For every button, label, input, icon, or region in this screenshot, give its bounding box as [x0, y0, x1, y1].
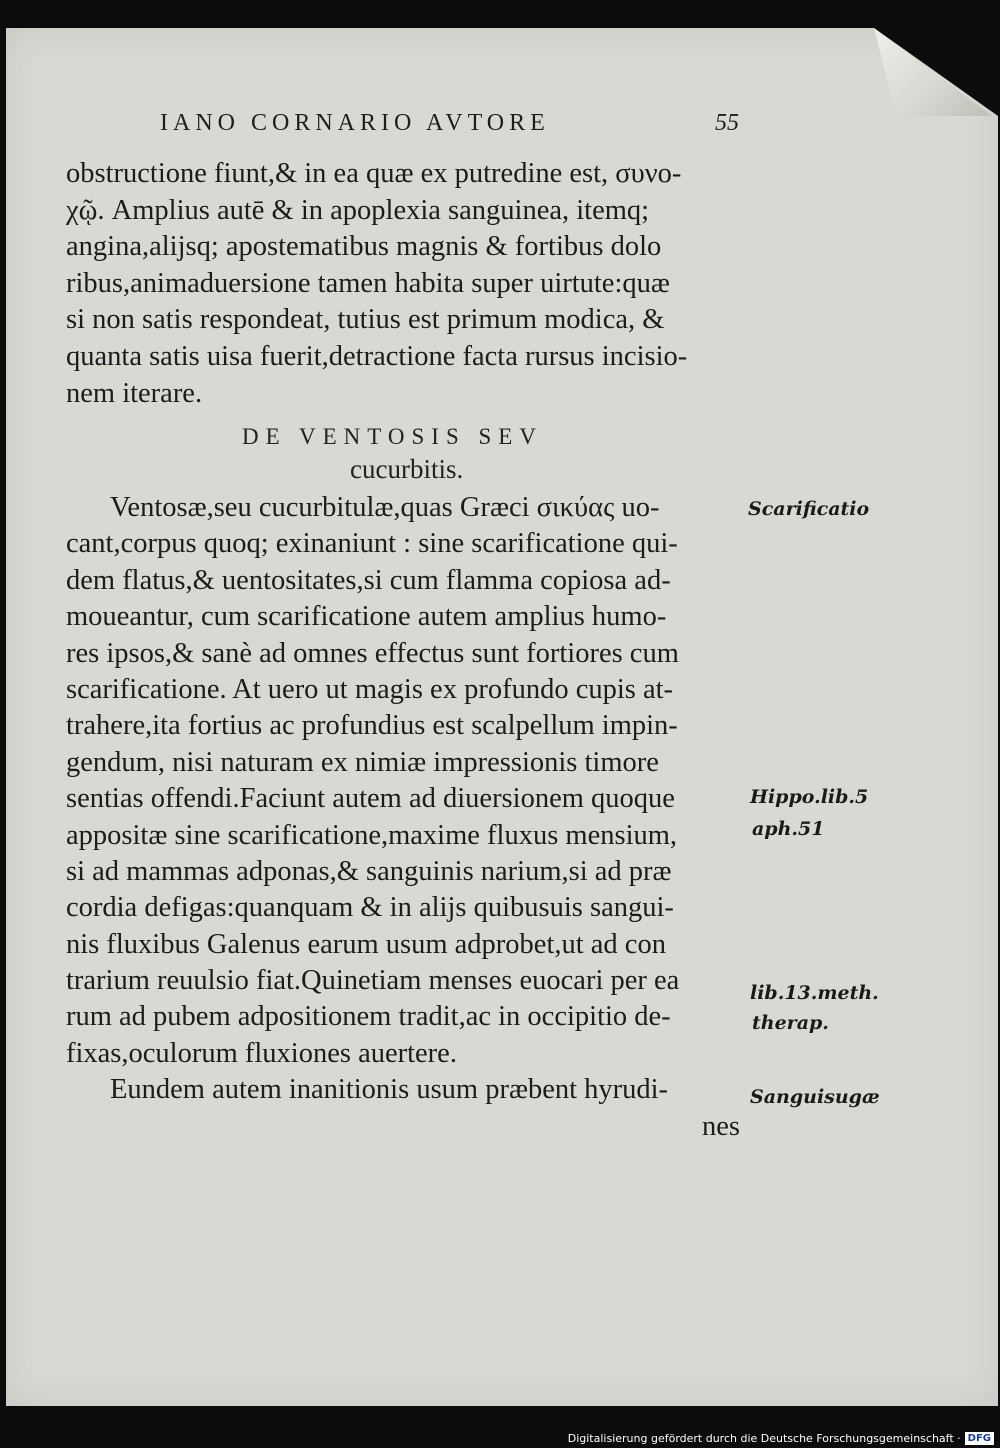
text-line: nis fluxibus Galenus earum usum adprobet,ut ad con [66, 928, 666, 960]
margin-note: Hippo.lib.5 [750, 786, 869, 808]
text-line: obstructione fiunt,& in ea quæ ex putredine est, συνο- [66, 158, 682, 189]
text-line: χῷ. Amplius autē & in apoplexia sanguinea, itemq; [66, 194, 650, 226]
text-line: gendum, nisi naturam ex nimiæ impressionis timore [66, 746, 659, 778]
text-line: trarium reuulsio fiat.Quinetiam menses euocari per ea [66, 965, 680, 997]
text-line: nem iterare. [66, 377, 203, 409]
text-line: rum ad pubem adpositionem tradit,ac in occipitio de- [66, 1001, 671, 1033]
text-line: sentias offendi.Faciunt autem ad diuersionem quoque [66, 783, 675, 815]
running-head: IANO CORNARIO AVTORE [160, 110, 550, 136]
text-block-2 [66, 490, 756, 1145]
text-line: scarificatione. At uero ut magis ex profundo cupis at- [66, 673, 674, 705]
margin-note: Scarificatio [748, 498, 870, 520]
text-line: quanta satis uisa fuerit,detractione facta rursus incisio- [66, 340, 688, 372]
margin-note: Sanguisugæ [750, 1086, 880, 1108]
text-line: ribus,animaduersione tamen habita super uirtute:quæ [66, 267, 670, 299]
margin-note: lib.13.meth. [750, 982, 879, 1004]
page-header [150, 110, 770, 150]
text-line: cordia defigas:quanquam & in alijs quibusuis sangui- [66, 892, 674, 924]
section-heading: DE VENTOSIS SEV [242, 424, 543, 449]
text-line: fixas,oculorum fluxiones auertere. [66, 1037, 457, 1069]
text-line: si ad mammas adponas,& sanguinis narium,si ad præ [66, 855, 672, 887]
text-line: trahere,ita fortius ac profundius est scalpellum impin- [66, 710, 678, 742]
dfg-logo-icon: DFG [965, 1432, 994, 1445]
funding-text: Digitalisierung gefördert durch die Deutsche Forschungsgemeinschaft · [567, 1431, 961, 1445]
text-line: Eundem autem inanitionis usum præbent hyrudi- [110, 1074, 669, 1106]
funding-footer [568, 1430, 994, 1446]
text-line: cant,corpus quoq; exinaniunt : sine scarificatione qui- [66, 528, 678, 560]
text-line: res ipsos,& sanè ad omnes effectus sunt fortiores cum [66, 637, 679, 669]
text-line: si non satis respondeat, tutius est primum modica, & [66, 304, 665, 336]
text-block-1 [66, 156, 756, 412]
margin-note: aph.51 [752, 818, 825, 840]
margin-note: therap. [752, 1012, 829, 1034]
text-line: moueantur, cum scarificatione autem amplius humo- [66, 601, 667, 633]
text-line: appositæ sine scarificatione,maxime fluxus mensium, [66, 819, 678, 851]
section-subheading: cucurbitis. [350, 454, 464, 484]
text-line: dem flatus,& uentositates,si cum flamma copiosa ad- [66, 564, 671, 596]
text-line: angina,alijsq; apostematibus magnis & fortibus dolo [66, 231, 662, 263]
catchword: nes [702, 1110, 740, 1142]
text-line: Ventosæ,seu cucurbitulæ,quas Græci σικύας uo- [110, 492, 660, 523]
page-number: 55 [715, 110, 739, 136]
